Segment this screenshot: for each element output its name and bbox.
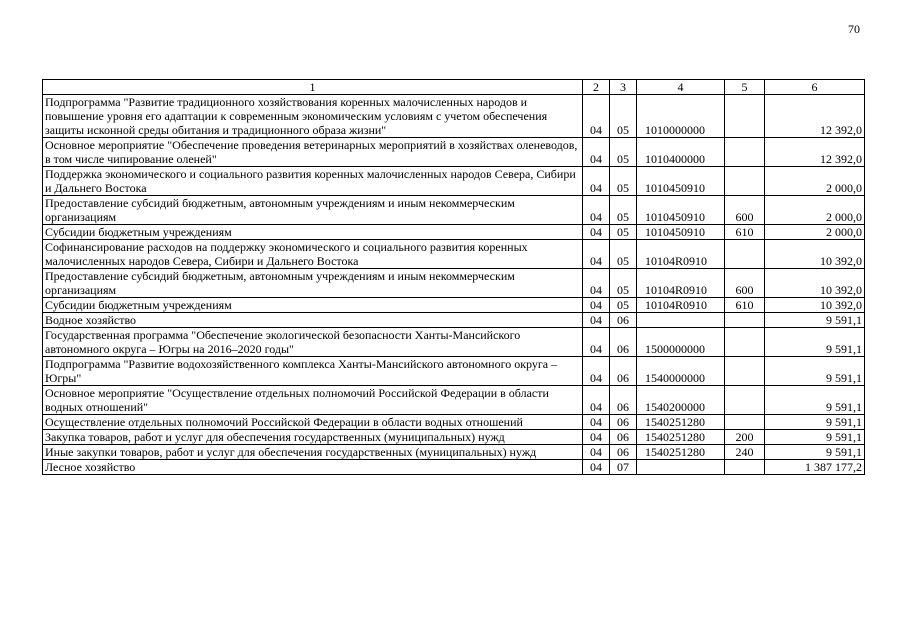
row-subsection-cell: 05 — [610, 196, 637, 225]
row-target-code-cell: 1540200000 — [637, 386, 725, 415]
row-expense-type-cell — [725, 328, 765, 357]
row-amount-cell: 2 000,0 — [765, 196, 865, 225]
row-expense-type-cell: 600 — [725, 269, 765, 298]
page-number: 70 — [848, 22, 860, 36]
row-target-code-cell: 1010450910 — [637, 225, 725, 240]
row-target-code-cell: 1010400000 — [637, 138, 725, 167]
row-expense-type-cell — [725, 167, 765, 196]
table-row — [43, 460, 865, 475]
row-name-cell: Закупка товаров, работ и услуг для обеспечения государственных (муниципальных) нужд — [43, 430, 583, 445]
row-amount-cell: 9 591,1 — [765, 313, 865, 328]
table-row — [43, 445, 865, 460]
table-row — [43, 357, 865, 386]
row-name-cell: Государственная программа "Обеспечение экологической безопасности Ханты-Мансийского автономного округа – Югры на 2016–2020 годы" — [43, 328, 583, 357]
row-target-code-cell: 1540251280 — [637, 415, 725, 430]
row-subsection-cell: 06 — [610, 430, 637, 445]
row-name-cell: Поддержка экономического и социального развития коренных малочисленных народов Севера, Сибири и Дальнего Востока — [43, 167, 583, 196]
table-row — [43, 95, 865, 138]
row-subsection-cell: 06 — [610, 386, 637, 415]
row-section-cell: 04 — [583, 328, 610, 357]
row-expense-type-cell — [725, 95, 765, 138]
header-col-2: 2 — [583, 80, 610, 95]
table-row — [43, 430, 865, 445]
row-subsection-cell: 05 — [610, 167, 637, 196]
row-name-cell: Субсидии бюджетным учреждениям — [43, 225, 583, 240]
row-section-cell: 04 — [583, 225, 610, 240]
row-amount-cell: 9 591,1 — [765, 328, 865, 357]
row-subsection-cell: 05 — [610, 225, 637, 240]
row-section-cell: 04 — [583, 313, 610, 328]
row-name-cell: Иные закупки товаров, работ и услуг для обеспечения государственных (муниципальных) нужд — [43, 445, 583, 460]
row-section-cell: 04 — [583, 167, 610, 196]
row-section-cell: 04 — [583, 298, 610, 313]
row-name-cell: Предоставление субсидий бюджетным, автономным учреждениям и иным некоммерческим организациям — [43, 269, 583, 298]
table-row — [43, 328, 865, 357]
row-section-cell: 04 — [583, 460, 610, 475]
row-amount-cell: 9 591,1 — [765, 386, 865, 415]
row-expense-type-cell — [725, 313, 765, 328]
row-target-code-cell — [637, 460, 725, 475]
row-amount-cell: 9 591,1 — [765, 445, 865, 460]
row-amount-cell: 12 392,0 — [765, 95, 865, 138]
table-row — [43, 167, 865, 196]
row-section-cell: 04 — [583, 357, 610, 386]
row-expense-type-cell — [725, 357, 765, 386]
row-name-cell: Субсидии бюджетным учреждениям — [43, 298, 583, 313]
table-row — [43, 138, 865, 167]
header-col-1: 1 — [43, 80, 583, 95]
row-expense-type-cell: 610 — [725, 298, 765, 313]
row-name-cell: Подпрограмма "Развитие водохозяйственного комплекса Ханты-Мансийского автономного округа – Югры" — [43, 357, 583, 386]
header-col-6: 6 — [765, 80, 865, 95]
row-amount-cell: 1 387 177,2 — [765, 460, 865, 475]
row-section-cell: 04 — [583, 386, 610, 415]
row-subsection-cell: 06 — [610, 415, 637, 430]
row-subsection-cell: 06 — [610, 328, 637, 357]
row-subsection-cell: 05 — [610, 269, 637, 298]
table-header-row — [43, 80, 865, 95]
row-subsection-cell: 07 — [610, 460, 637, 475]
table-row — [43, 415, 865, 430]
row-target-code-cell — [637, 313, 725, 328]
row-name-cell: Подпрограмма "Развитие традиционного хозяйствования коренных малочисленных народов и повышение уровня его адаптации к современным экономическим условиям с учетом обеспечения защиты исконной среды обитания и традиционного образа жизни" — [43, 95, 583, 138]
budget-table — [42, 79, 865, 475]
row-name-cell: Лесное хозяйство — [43, 460, 583, 475]
row-expense-type-cell: 610 — [725, 225, 765, 240]
row-target-code-cell: 10104R0910 — [637, 240, 725, 269]
row-section-cell: 04 — [583, 430, 610, 445]
row-target-code-cell: 1500000000 — [637, 328, 725, 357]
row-amount-cell: 12 392,0 — [765, 138, 865, 167]
row-target-code-cell: 1540251280 — [637, 430, 725, 445]
row-expense-type-cell — [725, 240, 765, 269]
row-subsection-cell: 06 — [610, 313, 637, 328]
row-name-cell: Основное мероприятие "Осуществление отдельных полномочий Российской Федерации в области водных отношений" — [43, 386, 583, 415]
row-amount-cell: 10 392,0 — [765, 269, 865, 298]
row-amount-cell: 9 591,1 — [765, 415, 865, 430]
row-subsection-cell: 05 — [610, 298, 637, 313]
row-target-code-cell: 1010450910 — [637, 196, 725, 225]
row-expense-type-cell — [725, 386, 765, 415]
table-row — [43, 240, 865, 269]
row-amount-cell: 10 392,0 — [765, 240, 865, 269]
row-expense-type-cell — [725, 460, 765, 475]
row-expense-type-cell: 600 — [725, 196, 765, 225]
row-name-cell: Основное мероприятие "Обеспечение проведения ветеринарных мероприятий в хозяйствах оленеводов, в том числе чипирование оленей" — [43, 138, 583, 167]
row-subsection-cell: 05 — [610, 240, 637, 269]
row-section-cell: 04 — [583, 415, 610, 430]
row-target-code-cell: 1540000000 — [637, 357, 725, 386]
table-row — [43, 313, 865, 328]
row-name-cell: Предоставление субсидий бюджетным, автономным учреждениям и иным некоммерческим организациям — [43, 196, 583, 225]
row-amount-cell: 2 000,0 — [765, 167, 865, 196]
row-amount-cell: 2 000,0 — [765, 225, 865, 240]
header-col-3: 3 — [610, 80, 637, 95]
row-section-cell: 04 — [583, 269, 610, 298]
row-section-cell: 04 — [583, 445, 610, 460]
row-expense-type-cell — [725, 138, 765, 167]
row-expense-type-cell: 200 — [725, 430, 765, 445]
row-target-code-cell: 10104R0910 — [637, 269, 725, 298]
row-subsection-cell: 05 — [610, 95, 637, 138]
row-expense-type-cell: 240 — [725, 445, 765, 460]
row-amount-cell: 10 392,0 — [765, 298, 865, 313]
row-section-cell: 04 — [583, 196, 610, 225]
row-subsection-cell: 06 — [610, 445, 637, 460]
row-target-code-cell: 10104R0910 — [637, 298, 725, 313]
row-target-code-cell: 1540251280 — [637, 445, 725, 460]
table-row — [43, 386, 865, 415]
row-target-code-cell: 1010450910 — [637, 167, 725, 196]
header-col-4: 4 — [637, 80, 725, 95]
table-row — [43, 298, 865, 313]
row-amount-cell: 9 591,1 — [765, 430, 865, 445]
table-row — [43, 225, 865, 240]
row-subsection-cell: 06 — [610, 357, 637, 386]
row-subsection-cell: 05 — [610, 138, 637, 167]
row-target-code-cell: 1010000000 — [637, 95, 725, 138]
header-col-5: 5 — [725, 80, 765, 95]
row-name-cell: Водное хозяйство — [43, 313, 583, 328]
row-amount-cell: 9 591,1 — [765, 357, 865, 386]
table-row — [43, 196, 865, 225]
table-row — [43, 269, 865, 298]
row-expense-type-cell — [725, 415, 765, 430]
row-section-cell: 04 — [583, 240, 610, 269]
row-section-cell: 04 — [583, 95, 610, 138]
row-name-cell: Софинансирование расходов на поддержку экономического и социального развития коренных малочисленных народов Севера, Сибири и Дальнего Востока — [43, 240, 583, 269]
row-name-cell: Осуществление отдельных полномочий Российской Федерации в области водных отношений — [43, 415, 583, 430]
row-section-cell: 04 — [583, 138, 610, 167]
